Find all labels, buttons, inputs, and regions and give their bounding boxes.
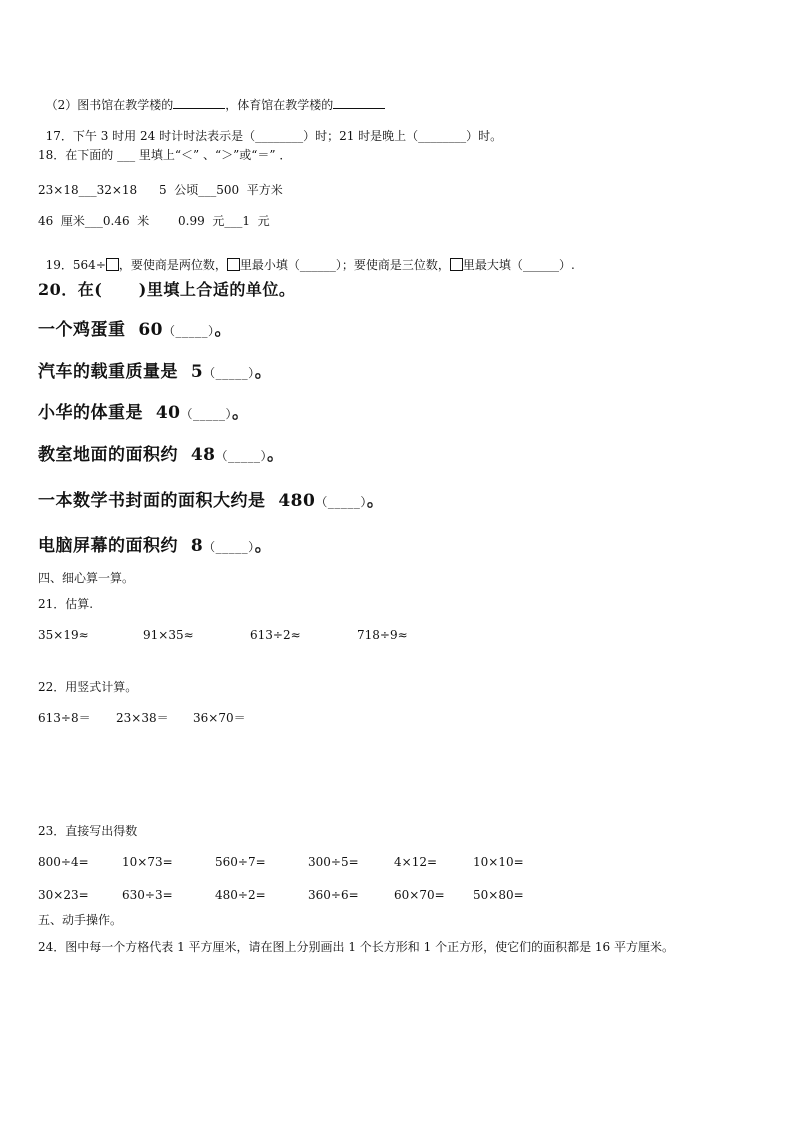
- question-19: [38, 246, 575, 271]
- unit-item: [38, 322, 232, 339]
- unit-item-text: 汽车的载重质量是 5: [38, 362, 204, 382]
- answer-blank[interactable]: （_____）: [163, 324, 215, 338]
- comparison-item: 0.99 元___1 元: [178, 214, 270, 228]
- question-21-title: 21．估算.: [38, 597, 94, 611]
- mental-calc-item: 360÷6=: [308, 888, 359, 902]
- answer-blank[interactable]: ______: [522, 258, 559, 272]
- unit-item-end: 。: [254, 362, 273, 382]
- answer-blank[interactable]: （_____）: [180, 407, 233, 421]
- question-20-title: 20．在( )里填上合适的单位。: [38, 280, 296, 299]
- mental-calc-item: 300÷5=: [308, 855, 359, 869]
- answer-blank[interactable]: ______: [299, 258, 336, 272]
- answer-blank[interactable]: ________: [418, 129, 467, 143]
- estimate-item: 91×35≈: [143, 628, 194, 642]
- answer-blank[interactable]: [333, 97, 385, 109]
- vertical-calc-item: 613÷8＝: [38, 711, 91, 725]
- unit-item: [38, 447, 285, 464]
- answer-blank[interactable]: （_____）: [215, 449, 268, 463]
- unit-item-end: 。: [214, 320, 233, 340]
- section-heading: 四、细心算一算。: [38, 571, 135, 585]
- unit-item-text: 一个鸡蛋重 60: [38, 320, 163, 340]
- unit-item: [38, 493, 384, 510]
- answer-blank[interactable]: ________: [255, 129, 304, 143]
- digit-box[interactable]: [450, 258, 463, 271]
- unit-item-end: 。: [267, 445, 285, 465]
- mental-calc-item: 480÷2=: [215, 888, 266, 902]
- question-24: 24．图中每一个方格代表 1 平方厘米，请在图上分别画出 1 个长方形和 1 个正方形，使它们的面积都是 16 平方厘米。: [38, 940, 674, 954]
- q19-text: 里最大填（: [462, 258, 523, 272]
- unit-item-end: 。: [254, 536, 273, 556]
- section-heading: 五、动手操作。: [38, 913, 123, 927]
- q16-prefix: （2）图书馆在教学楼的: [45, 98, 174, 112]
- comparison-item: 46 厘米___0.46 米: [38, 214, 150, 228]
- answer-blank[interactable]: （_____）: [315, 495, 367, 509]
- vertical-calc-item: 36×70＝: [193, 711, 246, 725]
- question-23-title: 23．直接写出得数: [38, 824, 138, 838]
- vertical-calc-item: 23×38＝: [116, 711, 169, 725]
- q19-text: 里最小填（: [239, 258, 300, 272]
- q19-text: ）.: [558, 258, 575, 272]
- answer-blank[interactable]: [173, 97, 225, 109]
- q17-prefix: 17．下午 3 时用 24 时计时法表示是（: [45, 129, 256, 143]
- mental-calc-item: 30×23=: [38, 888, 89, 902]
- question-16-part-2: [38, 85, 385, 111]
- q16-mid: ，体育馆在教学楼的: [225, 98, 334, 112]
- q19-text: ）；要使商是三位数，: [335, 258, 450, 272]
- question-22-title: 22．用竖式计算。: [38, 680, 138, 694]
- question-18: 18．在下面的 ___ 里填上“＜” 、“＞”或“＝” ．: [38, 148, 292, 162]
- comparison-item: 5 公顷___500 平方米: [159, 183, 283, 197]
- unit-item-text: 小华的体重是 40: [38, 403, 181, 423]
- comparison-item: 23×18___32×18: [38, 183, 138, 197]
- mental-calc-item: 630÷3=: [122, 888, 173, 902]
- mental-calc-item: 10×73=: [122, 855, 173, 869]
- question-17: [38, 118, 502, 142]
- unit-item-end: 。: [366, 491, 385, 511]
- estimate-item: 613÷2≈: [250, 628, 301, 642]
- digit-box[interactable]: [106, 258, 119, 271]
- answer-blank[interactable]: （_____）: [203, 540, 255, 554]
- mental-calc-item: 60×70=: [394, 888, 445, 902]
- unit-item-end: 。: [232, 403, 250, 423]
- q19-text: ，要使商是两位数，: [118, 258, 227, 272]
- q17-suffix: ）时。: [466, 129, 503, 143]
- answer-blank[interactable]: （_____）: [203, 366, 255, 380]
- q17-mid: ）时；21 时是晚上（: [303, 129, 419, 143]
- mental-calc-item: 10×10=: [473, 855, 524, 869]
- mental-calc-item: 50×80=: [473, 888, 524, 902]
- estimate-item: 35×19≈: [38, 628, 89, 642]
- q19-text: 19．564÷: [45, 258, 106, 272]
- mental-calc-item: 4×12=: [394, 855, 438, 869]
- unit-item: [38, 538, 272, 555]
- estimate-item: 718÷9≈: [357, 628, 408, 642]
- mental-calc-item: 560÷7=: [215, 855, 266, 869]
- mental-calc-item: 800÷4=: [38, 855, 89, 869]
- unit-item-text: 教室地面的面积约 48: [38, 445, 216, 465]
- unit-item: [38, 405, 250, 422]
- unit-item: [38, 364, 272, 381]
- unit-item-text: 电脑屏幕的面积约 8: [38, 536, 204, 556]
- unit-item-text: 一本数学书封面的面积大约是 480: [38, 491, 316, 511]
- digit-box[interactable]: [227, 258, 240, 271]
